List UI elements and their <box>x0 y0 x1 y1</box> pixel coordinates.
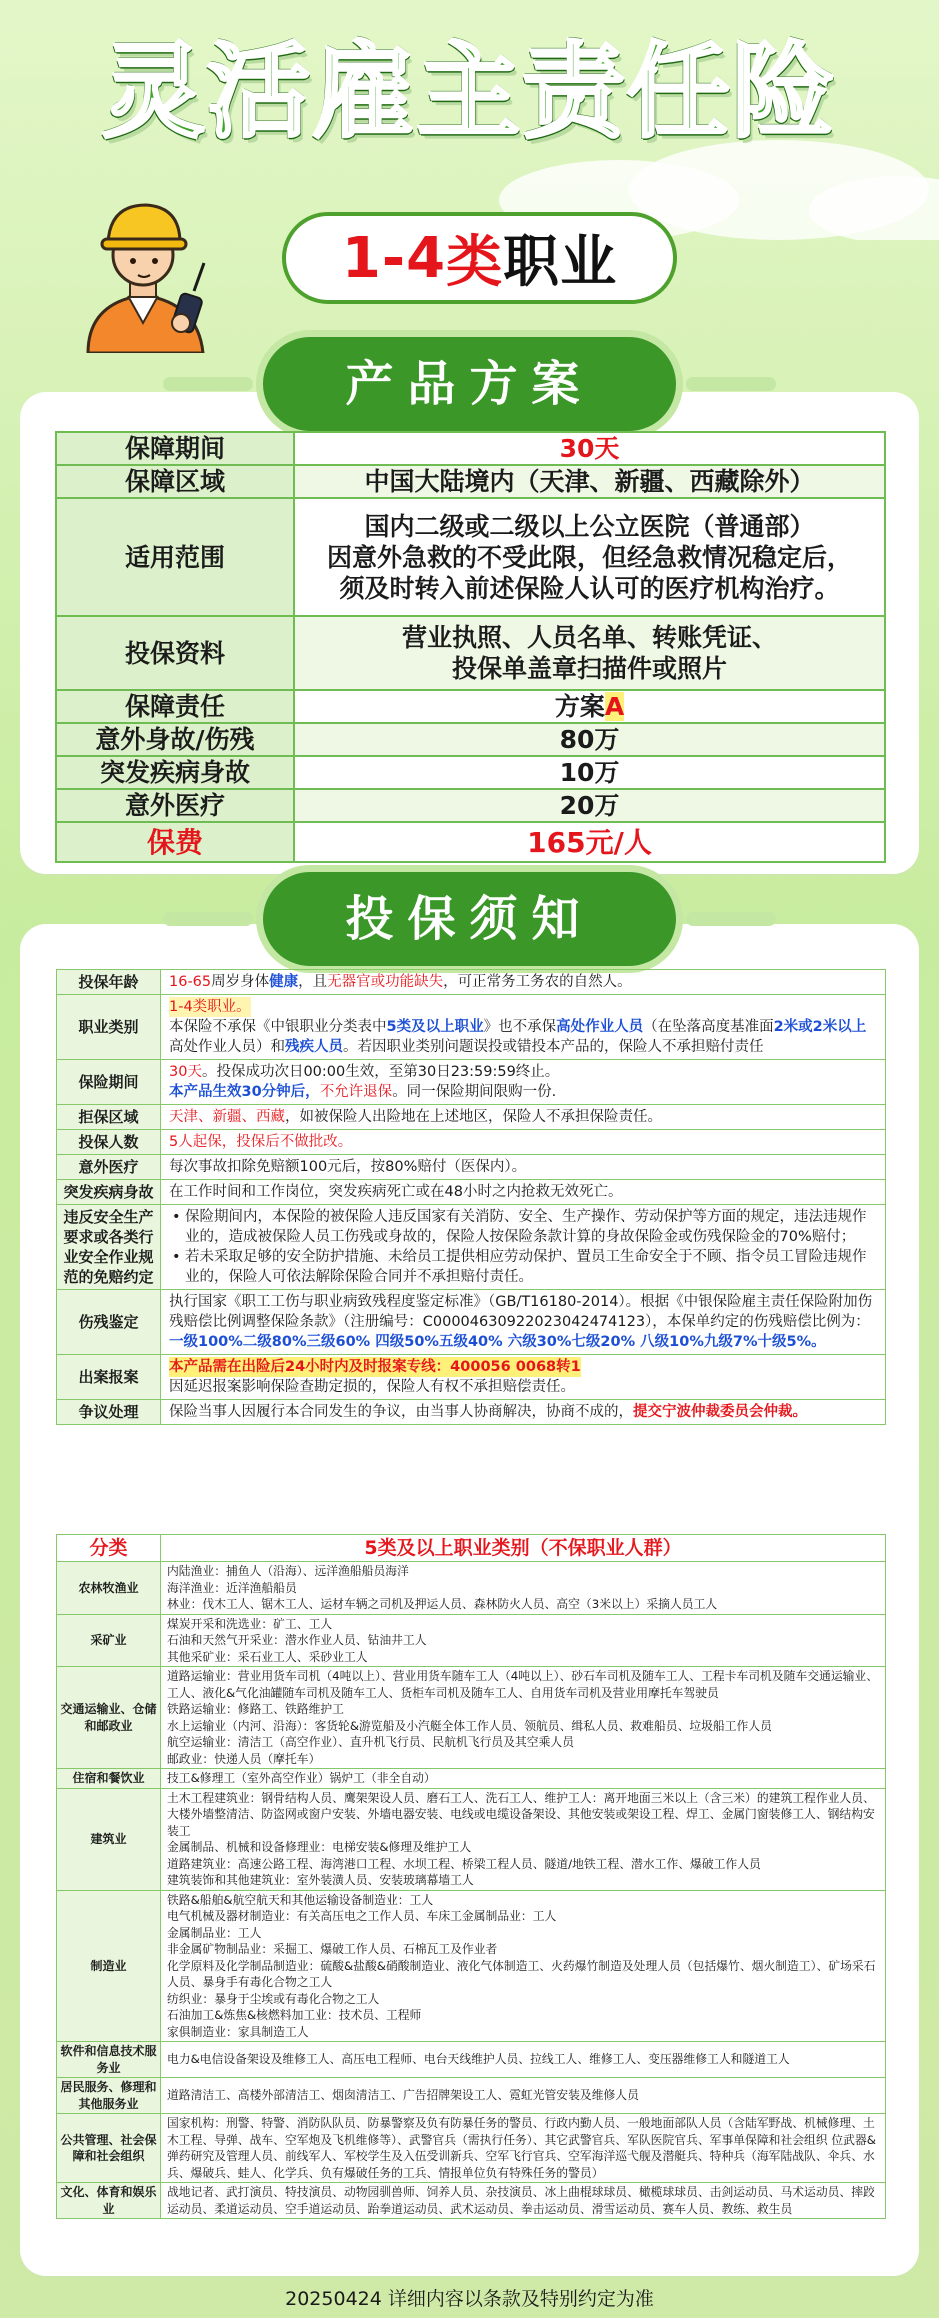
table-row <box>56 498 885 616</box>
text-span: 。若因职业类别问题误投或错投本产品的，保险人不承担赔付责任 <box>343 1039 764 1055</box>
table-row <box>57 1400 886 1425</box>
job-line: 化学原料及化学制品制造业：硫酸&盐酸&硝酸制造业、液化气体制造工、火药爆竹制造及处理人员（包括爆竹、烟火制造工）、矿场采石人员、暴身手有毒化合物之工人 <box>167 1958 876 1989</box>
job-line: 其他采矿业：采石业工人、采砂业工人 <box>167 1649 368 1664</box>
plan-value: 20万 <box>294 789 885 822</box>
table-row <box>57 1290 886 1355</box>
bullet-list <box>169 1207 877 1287</box>
list-item: • 若未采取足够的安全防护措施、未给员工提供相应劳动保护、置员工生命安全于不顾、指令员工冒险违规作业的，保险人可依法解除保险合同并不承担赔付责任。 <box>169 1247 877 1287</box>
table-row <box>56 789 885 822</box>
plan-value: 中国大陆境内（天津、新疆、西藏除外） <box>294 465 885 498</box>
text-span: 本产品生效30分钟后， <box>169 1084 320 1100</box>
notice-key: 拒保区域 <box>57 1105 161 1130</box>
plan-value: 80万 <box>294 723 885 756</box>
job-line: 电力&电信设备架设及维修工人、高压电工程师、电台天线维护人员、拉线工人、维修工人、变压器维修工人和隧道工人 <box>167 2052 790 2067</box>
plan-value: 30天 <box>294 432 885 465</box>
text-span: 本保险不承保《中银职业分类表中 <box>169 1019 387 1035</box>
category-name: 软件和信息技术服务业 <box>57 2042 161 2078</box>
job-line: 非金属矿物制品业：采掘工、爆破工作人员、石棉瓦工及作业者 <box>167 1942 498 1956</box>
hero <box>0 0 939 345</box>
notice-heading: 投保须知 <box>263 872 676 966</box>
table-row <box>57 1355 886 1400</box>
table-row <box>57 2114 886 2183</box>
table-row <box>57 1890 886 2042</box>
table-row <box>57 1180 886 1205</box>
plan-value-text: 方案 <box>554 692 605 721</box>
list-item: • 保险期间内，本保险的被保险人违反国家有关消防、安全、生产操作、劳动保护等方面的规定，违法违规作业的，造成被保险人员工伤残或身故的，保险人按保险条款计算的身故保险金或伤残保险金的70%赔付； <box>169 1207 877 1247</box>
table-row <box>57 1562 886 1615</box>
category-jobs <box>161 1562 886 1615</box>
category-jobs <box>161 1769 886 1789</box>
table-row <box>57 1155 886 1180</box>
text-span: ，可正常务工务农的自然人。 <box>443 974 632 990</box>
page-title: 灵活雇主责任险 <box>102 32 837 152</box>
category-badge <box>282 212 677 304</box>
text-span: 30天 <box>169 1064 202 1080</box>
plan-value <box>294 616 885 690</box>
category-name: 文化、体育和娱乐业 <box>57 2183 161 2219</box>
job-line: 金属制品、机械和设备修理业：电梯安装&修理及维护工人 <box>167 1840 472 1854</box>
plan-key: 保障责任 <box>56 690 294 723</box>
job-line: 邮政业：快递人员（摩托车） <box>167 1751 321 1766</box>
category-number: 1-4 <box>341 225 447 291</box>
text-span: 周岁身体 <box>211 974 270 990</box>
table-row <box>56 465 885 498</box>
text-span: 残疾人员 <box>285 1039 343 1055</box>
column-header: 5类及以上职业类别（不保职业人群） <box>161 1535 886 1562</box>
plan-heading: 产品方案 <box>263 337 676 431</box>
text-span: 5类及以上职业 <box>386 1019 484 1035</box>
table-row <box>57 1667 886 1769</box>
job-line: 林业：伐木工人、锯木工人、运材车辆之司机及押运人员、森林防火人员、高空（3米以上）采摘人员工人 <box>167 1597 718 1611</box>
text-span: 》也不承保 <box>483 1019 557 1035</box>
job-line: 道路建筑业：高速公路工程、海湾港口工程、水坝工程、桥梁工程人员、隧道/地铁工程、潜水工作、爆破工作人员 <box>167 1856 761 1871</box>
job-line: 道路清洁工、高楼外部清洁工、烟囱清洁工、广告招牌架设工人、霓虹光管安装及维修人员 <box>167 2088 639 2103</box>
category-jobs <box>161 2042 886 2078</box>
text-span: 保险当事人因履行本合同发生的争议，由当事人协商解决，协商不成的， <box>169 1404 633 1420</box>
notice-value <box>161 1105 886 1130</box>
plan-value-line: 因意外急救的不受此限，但经急救情况稳定后， <box>326 542 852 572</box>
text-span: 执行国家《职工工伤与职业病致残程度鉴定标准》（GB/T16180-2014）。根据《中银保险雇主责任保险附加伤残赔偿比例调整保险条款》（注册编号：C00004630922023042474123），本保单约定的伤残赔偿比例为： <box>169 1294 873 1330</box>
plan-key: 保障区域 <box>56 465 294 498</box>
table-row <box>57 970 886 995</box>
category-name: 交通运输业、仓储和邮政业 <box>57 1667 161 1769</box>
table-row <box>57 2183 886 2219</box>
notice-value <box>161 1205 886 1290</box>
text-span: 高处作业人员）和 <box>169 1039 285 1055</box>
plan-value: 10万 <box>294 756 885 789</box>
job-line: 纺织业：暴身于尘埃或有毒化合物之工人 <box>167 1991 380 2006</box>
notice-value <box>161 1290 886 1355</box>
table-row <box>57 1205 886 1290</box>
plan-value-line: 国内二级或二级以上公立医院（普通部） <box>364 511 815 541</box>
text-span: 天津、新疆、西藏 <box>169 1109 285 1125</box>
job-line: 航空运输业：清洁工（高空作业）、直升机飞行员、民航机飞行员及其空乘人员 <box>167 1735 574 1749</box>
table-header-row <box>57 1535 886 1562</box>
table-row <box>57 1769 886 1789</box>
job-line: 土木工程建筑业：钢骨结构人员、鹰架架设人员、磨石工人、洗石工人、维护工人：离开地面三米以上（含三米）的建筑工程作业人员、大楼外墙整清洁、防盗网或窗户安装、外墙电器安装、电线或电缆设备架设、其他安装或架设工程、焊工、金属门窗装修工人、钢结构安装工 <box>167 1790 875 1838</box>
table-row <box>56 432 885 465</box>
plan-value-line: 营业执照、人员名单、转账凭证、 <box>401 623 777 652</box>
plan-table <box>55 431 886 863</box>
text-span: 1-4类职业。 <box>169 999 251 1015</box>
job-line: 铁路运输业：修路工、铁路维护工 <box>167 1702 344 1716</box>
plan-key: 意外身故/伤残 <box>56 723 294 756</box>
job-line: 石油和天然气开采业：潜水作业人员、钻油井工人 <box>167 1633 427 1647</box>
job-line: 国家机构：刑警、特警、消防队队员、防暴警察及负有防暴任务的警员、行政内勤人员、一般地面部队人员（含陆军野战、机械修理、土木工程、导弹、战车、空军炮及飞机维修等）、武警官兵（需执行任务）、其它武警官兵、军队医院官兵、军事单保障和社会组织 位武器&弹药研究及管理人员、前线军人、军校学生及入伍受训新兵、空军飞行官兵、空军海洋巡弋舰及潜艇兵、特种兵（海军陆战队、伞兵、水兵、爆破兵、蛙人、化学兵、负有爆破任务的工兵、情报单位负有特殊任务的警员） <box>167 2116 876 2180</box>
job-line: 金属制品业：工人 <box>167 1925 262 1940</box>
category-suffix: 职业 <box>503 230 618 295</box>
plan-value: 165元/人 <box>294 822 885 862</box>
job-line: 技工&修理工（室外高空作业）锅炉工（非全自动） <box>167 1771 436 1785</box>
category-name: 制造业 <box>57 1890 161 2042</box>
plan-key: 投保资料 <box>56 616 294 690</box>
table-row <box>56 723 885 756</box>
job-line: 海洋渔业：近洋渔船船员 <box>167 1580 297 1595</box>
text-span: 因延迟报案影响保险查勘定损的，保险人有权不承担赔偿责任。 <box>169 1379 575 1395</box>
category-jobs <box>161 1667 886 1769</box>
notice-value <box>161 1355 886 1400</box>
text-span: 健康 <box>269 974 299 990</box>
notice-key: 出案报案 <box>57 1355 161 1400</box>
plan-value <box>294 498 885 616</box>
text-span: 高处作业人员 <box>556 1019 644 1035</box>
notice-value <box>161 995 886 1060</box>
table-row <box>57 1105 886 1130</box>
job-line: 道路运输业：营业用货车司机（4吨以上）、营业用货车随车工人（4吨以上）、砂石车司机及随车工人、工程卡车司机及随车交通运输业、工人、液化&气化油罐随车司机及随车工人、货柜车司机及随车工人、自用货车司机及营业用摩托车驾驶员 <box>167 1669 879 1700</box>
notice-key: 投保年龄 <box>57 970 161 995</box>
text-span: 。同一保险期间限购一份. <box>392 1084 557 1100</box>
text-span: 。投保成功次日00:00生效，至第30日23:59:59终止。 <box>201 1064 560 1080</box>
notice-key: 投保人数 <box>57 1130 161 1155</box>
job-line: 煤炭开采和洗选业：矿工、工人 <box>167 1616 333 1631</box>
category-jobs <box>161 1788 886 1890</box>
plan-value-line: 须及时转入前述保险人认可的医疗机构治疗。 <box>339 573 840 603</box>
category-jobs <box>161 2183 886 2219</box>
excluded-table <box>56 1534 886 2219</box>
job-line: 石油加工&炼焦&核燃料加工业：技术员、工程师 <box>167 2008 422 2022</box>
job-line: 建筑装饰和其他建筑业：室外装潢人员、安装玻璃幕墙工人 <box>167 1873 474 1887</box>
plan-value-line: 投保单盖章扫描件或照片 <box>451 654 727 683</box>
notice-key: 突发疾病身故 <box>57 1180 161 1205</box>
footer-note: 20250424 详细内容以条款及特别约定为准 <box>285 2288 654 2310</box>
job-line: 水上运输业（内河、沿海）：客货轮&游览船及小汽艇全体工作人员、领航员、缉私人员、救难船员、垃圾船工作人员 <box>167 1718 772 1733</box>
plan-value-mark: A <box>604 692 625 721</box>
category-jobs <box>161 1890 886 2042</box>
notice-key: 争议处理 <box>57 1400 161 1425</box>
table-row <box>57 1788 886 1890</box>
table-row <box>56 756 885 789</box>
category-name: 农林牧渔业 <box>57 1562 161 1615</box>
text-span: ，如被保险人出险地在上述地区，保险人不承担保险责任。 <box>285 1109 662 1125</box>
plan-key: 突发疾病身故 <box>56 756 294 789</box>
text-span: 无器官或功能缺失 <box>327 974 444 990</box>
plan-key: 保费 <box>56 822 294 862</box>
category-jobs <box>161 1614 886 1667</box>
text-span: ，且 <box>298 974 328 990</box>
notice-key: 伤残鉴定 <box>57 1290 161 1355</box>
notice-table <box>56 969 886 1425</box>
text-span: 2米或2米以上 <box>773 1019 867 1035</box>
notice-value: 5人起保，投保后不做批改。 <box>161 1130 886 1155</box>
notice-key: 职业类别 <box>57 995 161 1060</box>
job-line: 电气机械及器材制造业：有关高压电之工作人员、车床工金属制品业：工人 <box>167 1909 557 1923</box>
notice-value: 每次事故扣除免赔额100元后，按80%赔付（医保内）。 <box>161 1155 886 1180</box>
category-jobs <box>161 2114 886 2183</box>
hotline-text: 本产品需在出险后24小时内及时报案专线：400056 0068转1 <box>169 1359 581 1375</box>
notice-value <box>161 1060 886 1105</box>
job-line: 战地记者、武打演员、特技演员、动物园驯兽师、饲养人员、杂技演员、冰上曲棍球球员、橄榄球球员、击剑运动员、马术运动员、摔跤运动员、柔道运动员、空手道运动员、跆拳道运动员、武术运动员、拳击运动员、滑雪运动员、赛车人员、教练、救生员 <box>167 2185 875 2216</box>
notice-value <box>161 1400 886 1425</box>
table-row <box>56 616 885 690</box>
notice-key: 保险期间 <box>57 1060 161 1105</box>
text-span: 16-65 <box>169 974 212 990</box>
category-name: 住宿和餐饮业 <box>57 1769 161 1789</box>
notice-key: 意外医疗 <box>57 1155 161 1180</box>
table-row <box>57 1060 886 1105</box>
plan-key: 意外医疗 <box>56 789 294 822</box>
category-name: 采矿业 <box>57 1614 161 1667</box>
plan-value <box>294 690 885 723</box>
notice-key: 违反安全生产要求或各类行业安全作业规范的免赔约定 <box>57 1205 161 1290</box>
table-row <box>57 995 886 1060</box>
category-name: 公共管理、社会保障和社会组织 <box>57 2114 161 2183</box>
job-line: 铁路&船舶&航空航天和其他运输设备制造业：工人 <box>167 1892 434 1907</box>
table-row <box>57 2042 886 2078</box>
notice-value: 在工作时间和工作岗位，突发疾病死亡或在48小时之内抢救无效死亡。 <box>161 1180 886 1205</box>
notice-value <box>161 970 886 995</box>
text-span: 一级100%二级80%三级60% 四级50%五级40% 六级30%七级20% 八级10%九级7%十级5%。 <box>169 1334 826 1350</box>
table-row <box>57 2078 886 2114</box>
job-line: 家俱制造业：家具制造工人 <box>167 2024 309 2039</box>
table-row <box>57 1130 886 1155</box>
category-word: 类 <box>446 230 504 295</box>
plan-key: 保障期间 <box>56 432 294 465</box>
category-jobs <box>161 2078 886 2114</box>
table-row <box>56 822 885 862</box>
text-span: 不允许退保 <box>319 1084 393 1100</box>
table-row <box>57 1614 886 1667</box>
table-row <box>56 690 885 723</box>
category-name: 居民服务、修理和其他服务业 <box>57 2078 161 2114</box>
category-name: 建筑业 <box>57 1788 161 1890</box>
plan-key: 适用范围 <box>56 498 294 616</box>
text-span: 提交宁波仲裁委员会仲裁。 <box>633 1404 807 1420</box>
text-span: （在坠落高度基准面 <box>643 1019 774 1035</box>
worker-illustration <box>58 183 228 353</box>
column-header: 分类 <box>57 1535 161 1562</box>
job-line: 内陆渔业：捕鱼人（沿海）、远洋渔船船员海洋 <box>167 1564 409 1578</box>
